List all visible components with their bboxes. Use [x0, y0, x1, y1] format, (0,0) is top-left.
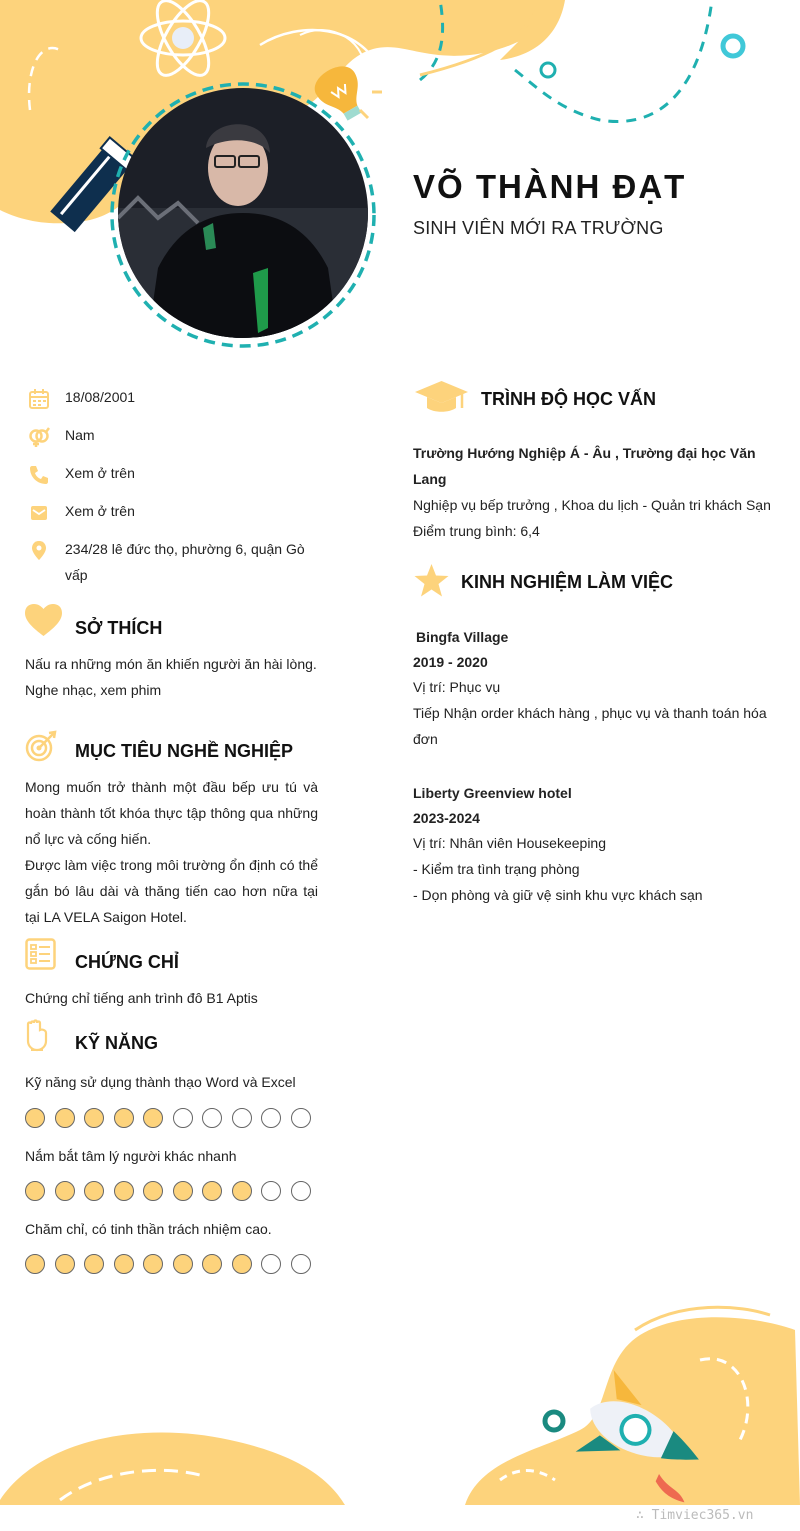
skill-dot-filled	[55, 1108, 75, 1128]
skill-dot-filled	[55, 1254, 75, 1274]
job-description: Tiếp Nhận order khách hàng , phục vụ và thanh toán hóa đơn	[413, 705, 767, 747]
calendar-icon	[28, 388, 50, 410]
hobbies-title: SỞ THÍCH	[75, 618, 163, 638]
gpa-text: Điểm trung bình: 6,4	[413, 523, 540, 539]
profile-photo	[118, 88, 368, 338]
objective-text	[25, 774, 318, 930]
skill-dot-filled	[114, 1181, 134, 1201]
job-position: Vị trí: Nhân viên Housekeeping	[413, 835, 606, 851]
job-entry	[413, 624, 778, 752]
certificate-item: Chứng chỉ tiếng anh trình đô B1 Aptis	[25, 990, 258, 1006]
skill-dot-filled	[143, 1181, 163, 1201]
gender-icon	[28, 426, 50, 448]
skill-rating	[25, 1181, 311, 1201]
skill-label: Chăm chỉ, có tinh thần trách nhiệm cao.	[25, 1221, 272, 1237]
skill-dot-filled	[202, 1254, 222, 1274]
skill-dot-filled	[25, 1181, 45, 1201]
hobbies-text	[25, 651, 325, 703]
heart-icon	[25, 604, 62, 637]
skill-dot-filled	[143, 1108, 163, 1128]
watermark: ∴ Timviec365.vn	[636, 1508, 754, 1523]
skill-dot-empty	[261, 1181, 281, 1201]
skill-dot-filled	[232, 1181, 252, 1201]
job-company: Liberty Greenview hotel	[413, 785, 572, 801]
skill-dot-filled	[25, 1254, 45, 1274]
candidate-name: VÕ THÀNH ĐẠT	[413, 168, 687, 205]
skill-dot-filled	[173, 1254, 193, 1274]
hobby-item: Nghe nhạc, xem phim	[25, 682, 162, 698]
skill-dot-filled	[232, 1254, 252, 1274]
skill-dot-empty	[291, 1181, 311, 1201]
major-text: Nghiệp vụ bếp trưởng , Khoa du lịch - Quản tri khách Sạn	[413, 497, 771, 513]
skill-dot-empty	[173, 1108, 193, 1128]
gender-text: Nam	[65, 427, 95, 443]
certificates-title: CHỨNG CHỈ	[75, 952, 179, 972]
star-icon	[414, 564, 449, 597]
hobby-item: Nấu ra những món ăn khiến người ăn hài lòng.	[25, 656, 317, 672]
fist-icon	[25, 1019, 49, 1052]
job-period: 2023-2024	[413, 810, 480, 826]
skill-dot-empty	[291, 1108, 311, 1128]
skill-label: Nắm bắt tâm lý người khác nhanh	[25, 1148, 237, 1164]
phone-icon	[28, 464, 50, 486]
skill-dot-empty	[232, 1108, 252, 1128]
job-entry	[413, 780, 778, 908]
skill-dot-empty	[202, 1108, 222, 1128]
skill-dot-filled	[84, 1254, 104, 1274]
skill-dot-filled	[84, 1181, 104, 1201]
skill-rating	[25, 1108, 311, 1128]
skill-dot-empty	[261, 1254, 281, 1274]
skill-dot-filled	[114, 1254, 134, 1274]
job-company: Bingfa Village	[416, 629, 509, 645]
email-icon	[28, 502, 50, 524]
graduation-cap-icon	[414, 380, 469, 413]
skill-dot-filled	[143, 1254, 163, 1274]
job-description: - Dọn phòng và giữ vệ sinh khu vực khách sạn	[413, 887, 703, 903]
skill-dot-empty	[291, 1254, 311, 1274]
skill-label: Kỹ năng sử dụng thành thạo Word và Excel	[25, 1074, 296, 1090]
skills-title: KỸ NĂNG	[75, 1033, 159, 1053]
skill-dot-filled	[25, 1108, 45, 1128]
skill-dot-filled	[114, 1108, 134, 1128]
objective-title: MỤC TIÊU NGHỀ NGHIỆP	[75, 741, 294, 761]
skill-dot-empty	[261, 1108, 281, 1128]
job-period: 2019 - 2020	[413, 654, 488, 670]
education-details	[413, 440, 783, 544]
job-position: Vị trí: Phục vụ	[413, 679, 501, 695]
address-text: 234/28 lê đức thọ, phường 6, quận Gò vấp	[65, 541, 305, 583]
profile-photo-image	[118, 88, 368, 338]
birthday-text: 18/08/2001	[65, 389, 136, 405]
skill-dot-filled	[202, 1181, 222, 1201]
candidate-title: SINH VIÊN MỚI RA TRƯỜNG	[413, 218, 664, 238]
phone-text: Xem ở trên	[65, 465, 135, 481]
objective-paragraph: Mong muốn trở thành một đầu bếp ưu tú và hoàn thành tốt khóa thực tập thông qua những nổ lực và cống hiến.	[25, 779, 318, 847]
skill-dot-filled	[55, 1181, 75, 1201]
job-description: - Kiểm tra tình trạng phòng	[413, 861, 580, 877]
email-text: Xem ở trên	[65, 503, 135, 519]
school-name: Trường Hướng Nghiệp Á - Âu , Trường đại học Văn Lang	[413, 445, 756, 487]
education-title: TRÌNH ĐỘ HỌC VẤN	[481, 389, 656, 409]
location-pin-icon	[28, 540, 50, 562]
certificate-list-icon	[25, 938, 56, 970]
skill-dot-filled	[84, 1108, 104, 1128]
objective-paragraph: Được làm việc trong môi trường ổn định có thể gắn bó lâu dài và thăng tiến cao hơn nữa tại tại LA VELA Saigon Hotel.	[25, 857, 318, 925]
skill-dot-filled	[173, 1181, 193, 1201]
target-icon	[25, 730, 57, 762]
skill-rating	[25, 1254, 311, 1274]
experience-title: KINH NGHIỆM LÀM VIỆC	[461, 572, 674, 592]
